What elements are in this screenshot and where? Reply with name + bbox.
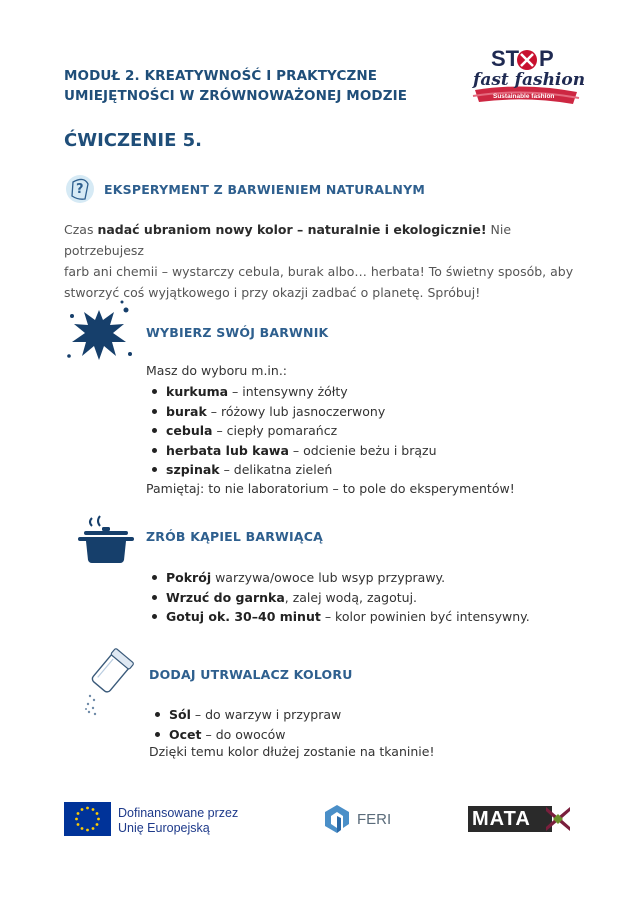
mata-text: MATA [472, 808, 531, 830]
paint-splash-icon [64, 298, 134, 368]
list-item: Pokrój warzywa/owoce lub wsyp przyprawy. [146, 568, 586, 588]
list-item: kurkuma – intensywny żółty [146, 382, 566, 402]
logo-fast-fashion: fast fashion [473, 70, 586, 90]
intro-line1: Czas nadać ubraniom nowy kolor – naturalnie i ekologicznie! Nie potrzebujesz [64, 222, 512, 258]
cooking-pot-icon [78, 512, 134, 564]
eu-flag [64, 802, 111, 836]
feri-text: FERI [357, 811, 392, 828]
module-title [64, 66, 424, 106]
stop-fast-fashion-logo [465, 40, 585, 118]
section2-heading: ZRÓB KĄPIEL BARWIĄCĄ [146, 529, 324, 544]
mata-x-icon [544, 805, 572, 833]
section1-lead: Masz do wyboru m.in.: [146, 363, 288, 378]
fixative-list [149, 705, 569, 744]
svg-text:?: ? [76, 182, 84, 197]
feri-mark-icon [320, 802, 354, 836]
intro-line2: farb ani chemii – wystarczy cebula, burak albo… herbata! To świetny sposób, aby [64, 264, 574, 279]
module-title-line2: UMIEJĘTNOŚCI W ZRÓWNOWAŻONEJ MODZIE [64, 88, 408, 104]
list-item: herbata lub kawa – odcienie beżu i brązu [146, 441, 566, 461]
eu-line1: Dofinansowane przez [118, 806, 239, 820]
exercise-title: ĆWICZENIE 5. [64, 130, 203, 151]
list-item: Gotuj ok. 30–40 minut – kolor powinien być intensywny. [146, 607, 586, 627]
eu-line2: Unię Europejską [118, 821, 210, 835]
list-item: szpinak – delikatna zieleń [146, 460, 566, 480]
logo-st: ST [491, 46, 520, 71]
section1-heading: WYBIERZ SWÓJ BARWNIK [146, 325, 329, 340]
list-item: burak – różowy lub jasnoczerwony [146, 402, 566, 422]
logo-ribbon-text: Sustainable fashion [493, 93, 555, 100]
intro-paragraph [64, 219, 584, 303]
section3-note: Dzięki temu kolor dłużej zostanie na tkaninie! [149, 744, 435, 759]
dye-list [146, 382, 566, 480]
feri-logo [320, 802, 390, 836]
eu-funding-text [118, 806, 238, 836]
mata-logo [468, 806, 572, 834]
bath-steps-list [146, 568, 586, 627]
intro-line3: stworzyć coś wyjątkowego i przy okazji zadbać o planetę. Spróbuj! [64, 285, 481, 300]
module-title-line1: MODUŁ 2. KREATYWNOŚĆ I PRAKTYCZNE [64, 68, 378, 84]
section1-note: Pamiętaj: to nie laboratorium – to pole do eksperymentów! [146, 481, 515, 496]
list-item: Sól – do warzyw i przypraw [149, 705, 569, 725]
section3-heading: DODAJ UTRWALACZ KOLORU [149, 667, 353, 682]
question-icon [64, 172, 96, 204]
logo-p: P [539, 46, 554, 71]
intro-heading: EKSPERYMENT Z BARWIENIEM NATURALNYM [104, 182, 425, 197]
list-item: Ocet – do owoców [149, 725, 569, 745]
salt-shaker-icon [80, 648, 136, 718]
list-item: cebula – ciepły pomarańcz [146, 421, 566, 441]
list-item: Wrzuć do garnka, zalej wodą, zagotuj. [146, 588, 586, 608]
